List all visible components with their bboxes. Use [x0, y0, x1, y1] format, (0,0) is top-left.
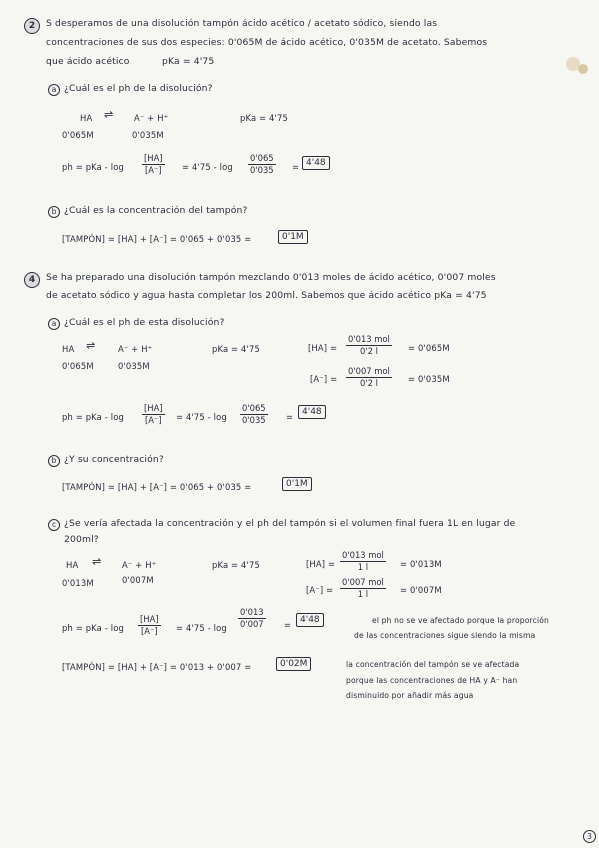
q4c-ph-eq: =	[284, 620, 292, 630]
q4a-conc-ha: 0'065M	[62, 361, 94, 371]
q4a-eq-ha: HA	[62, 344, 75, 354]
q2a-ratio-fraction	[142, 153, 165, 176]
q4c-frac2-num: 0'013	[240, 607, 264, 617]
q4a-a-num: 0'007 mol	[348, 366, 390, 376]
q4c-tampon-note-line1: la concentración del tampón se ve afectada	[346, 660, 520, 669]
equilibrium-arrows-icon: ⇌	[104, 108, 114, 121]
q2a-conc-a: 0'035M	[132, 130, 164, 140]
q4c-tampon-result-box: 0'02M	[276, 657, 311, 671]
q4a-ph-eq: =	[286, 412, 294, 422]
q4a-pka: pKa = 4'75	[212, 344, 260, 354]
q4c-ph-left: ph = pKa - log	[62, 623, 124, 633]
q4c-result-box: 4'48	[296, 613, 324, 627]
q4a-a-fraction	[346, 366, 392, 389]
q4a-ph-left: ph = pKa - log	[62, 412, 124, 422]
q2a-ph-mid: = 4'75 - log	[182, 162, 233, 172]
q4-statement-line2: de acetato sódico y agua hasta completar los 200ml. Sabemos que ácido acético pKa = 4'75	[46, 290, 487, 301]
q2-pka: pKa = 4'75	[162, 56, 215, 67]
q2a-eq-products: A⁻ + H⁺	[134, 113, 169, 123]
q4c-tampon-note-line2: porque las concentraciones de HA y A⁻ han	[346, 676, 518, 685]
q4b-question: ¿Y su concentración?	[64, 454, 164, 465]
q4c-tampon-note-line3: disminuido por añadir más agua	[346, 691, 474, 700]
q4c-a-den: 1 l	[357, 589, 369, 599]
q2b-question: ¿Cuál es la concentración del tampón?	[64, 205, 248, 216]
q2a-frac2-num: 0'065	[250, 153, 274, 163]
q4c-ratio-fraction	[138, 614, 161, 637]
q4c-frac1-num: [HA]	[140, 614, 159, 624]
q4c-tampon-equation: [TAMPÓN] = [HA] + [A⁻] = 0'013 + 0'007 =	[62, 662, 252, 672]
q4c-a-fraction	[340, 577, 386, 600]
q4c-conc-ha: 0'013M	[62, 578, 94, 588]
q4a-eq-products: A⁻ + H⁺	[118, 344, 153, 354]
q4c-ha-fraction	[340, 550, 386, 573]
q2b-label: b	[48, 206, 60, 218]
equilibrium-arrows-icon: ⇌	[92, 555, 102, 568]
q2b-equation: [TAMPÓN] = [HA] + [A⁻] = 0'065 + 0'035 =	[62, 234, 252, 244]
q4-statement-line1: Se ha preparado una disolución tampón mezclando 0'013 moles de ácido acético, 0'007 moles	[46, 272, 496, 283]
q4a-result-box: 4'48	[298, 405, 326, 419]
q4b-label: b	[48, 455, 60, 467]
q4a-frac1-num: [HA]	[144, 403, 163, 413]
q4a-frac2-num: 0'065	[242, 403, 266, 413]
q4c-eq-products: A⁻ + H⁺	[122, 560, 157, 570]
q2a-eq-ha: HA	[80, 113, 93, 123]
q4a-question: ¿Cuál es el ph de esta disolución?	[64, 317, 225, 328]
q4a-frac2-den: 0'035	[242, 415, 266, 425]
q4c-frac1-den: [A⁻]	[140, 626, 158, 636]
q4c-ha-num: 0'013 mol	[342, 550, 384, 560]
q4c-a-label: [A⁻] =	[306, 585, 334, 595]
q2a-result-box: 4'48	[302, 156, 330, 170]
q2-statement-line1: S desperamos de una disolución tampón ácido acético / acetato sódico, siendo las	[46, 18, 438, 29]
equilibrium-arrows-icon: ⇌	[86, 339, 96, 352]
q4a-ph-mid: = 4'75 - log	[176, 412, 227, 422]
q2a-value-fraction	[248, 153, 276, 176]
q4a-a-label: [A⁻] =	[310, 374, 338, 384]
q4c-ph-note-line2: de las concentraciones sigue siendo la misma	[354, 631, 536, 640]
q4a-ha-label: [HA] =	[308, 343, 338, 353]
q4c-ha-label: [HA] =	[306, 559, 336, 569]
page-number: 3	[583, 830, 596, 843]
q4c-ph-note-line1: el ph no se ve afectado porque la proporción	[372, 616, 549, 625]
q4c-a-result: = 0'007M	[400, 585, 442, 595]
q2b-result-box: 0'1M	[278, 230, 308, 244]
q2-statement-line2: concentraciones de sus dos especies: 0'065M de ácido acético, 0'035M de acetato. Sabemos	[46, 37, 488, 48]
q2a-frac1-den: [A⁻]	[144, 165, 162, 175]
q4a-ha-num: 0'013 mol	[348, 334, 390, 344]
q4c-frac2-den: 0'007	[240, 619, 264, 629]
q4c-eq-ha: HA	[66, 560, 79, 570]
q2-statement-line3: que ácido acético	[46, 56, 130, 67]
q4c-ph-mid: = 4'75 - log	[176, 623, 227, 633]
q2a-pka: pKa = 4'75	[240, 113, 288, 123]
q4a-frac1-den: [A⁻]	[144, 415, 162, 425]
q4a-ha-fraction	[346, 334, 392, 357]
q4a-ha-result: = 0'065M	[408, 343, 450, 353]
question-number-2: 2	[24, 18, 40, 34]
q4a-conc-a: 0'035M	[118, 361, 150, 371]
q4c-ha-den: 1 l	[357, 562, 369, 572]
question-number-4: 4	[24, 272, 40, 288]
q4a-value-fraction	[240, 403, 268, 426]
q4c-question-line2: 200ml?	[64, 534, 99, 545]
q4c-question-line1: ¿Se vería afectada la concentración y el ph del tampón si el volumen final fuera 1L en lugar de	[64, 518, 516, 529]
q2a-frac2-den: 0'035	[250, 165, 274, 175]
q4c-a-num: 0'007 mol	[342, 577, 384, 587]
q4a-ha-den: 0'2 l	[359, 346, 378, 356]
q4b-equation: [TAMPÓN] = [HA] + [A⁻] = 0'065 + 0'035 =	[62, 482, 252, 492]
q4c-label: c	[48, 519, 60, 531]
q2a-frac1-num: [HA]	[144, 153, 163, 163]
q2a-ph-eq: =	[292, 162, 300, 172]
q4a-a-den: 0'2 l	[359, 378, 378, 388]
q4c-pka: pKa = 4'75	[212, 560, 260, 570]
q4a-a-result: = 0'035M	[408, 374, 450, 384]
q2a-conc-ha: 0'065M	[62, 130, 94, 140]
q2a-ph-left: ph = pKa - log	[62, 162, 124, 172]
q4b-result-box: 0'1M	[282, 477, 312, 491]
ink-smudge	[578, 64, 588, 74]
q4c-conc-a: 0'007M	[122, 575, 154, 585]
q4a-ratio-fraction	[142, 403, 165, 426]
q4c-ha-result: = 0'013M	[400, 559, 442, 569]
q4c-value-fraction	[238, 607, 266, 630]
q2a-question: ¿Cuál es el ph de la disolución?	[64, 83, 213, 94]
q2a-label: a	[48, 84, 60, 96]
q4a-label: a	[48, 318, 60, 330]
